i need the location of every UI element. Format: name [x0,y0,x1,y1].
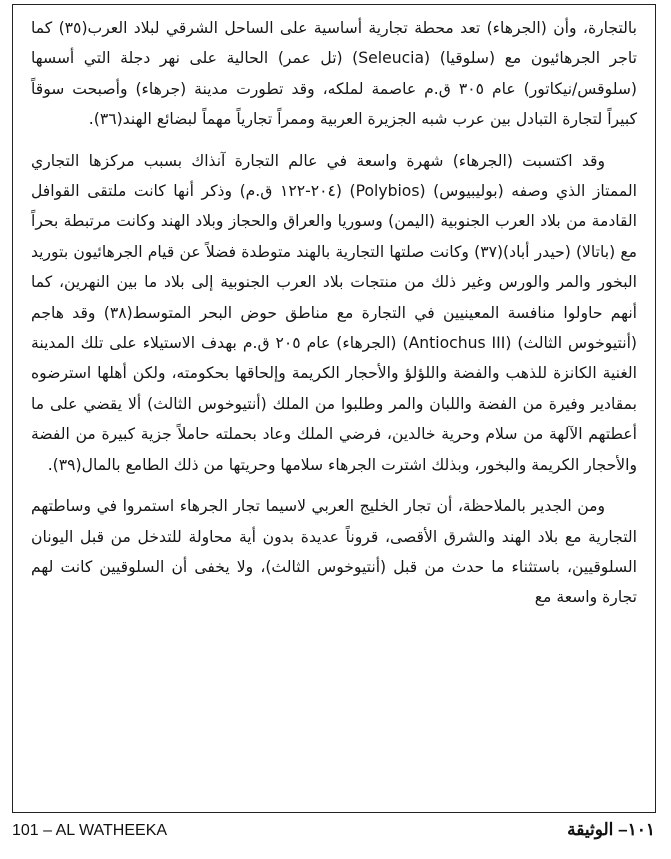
paragraph-3: ومن الجدير بالملاحظة، أن تجار الخليج العربي لاسيما تجار الجرهاء استمروا في وساطتهم التجارية مع بلاد الهند والشرق الأقصى، قروناً عديدة بدون أية محاولة للتدخل من قبل اليونان السلوقيين، باستثناء ما حدث من قبل (أنتيوخوس الثالث)، ولا يخفى أن السلوقيين كانت لهم تجارة واسعة مع [31,497,637,607]
footer-page-label-arabic: ١٠١– الوثيقة [567,820,655,839]
footer-page-label-latin: 101 – AL WATHEEKA [12,822,168,839]
page-border [12,4,656,813]
article-body [31,13,637,613]
paragraph-1: بالتجارة، وأن (الجرهاء) تعد محطة تجارية أساسية على الساحل الشرقي لبلاد العرب(٣٥) كما تاجر الجرهائيون مع (سلوقيا) (Seleucia) (تل عمر) الحالية على نهر دجلة التي أسسها (سلوقس/نيكاتور) عام ٣٠٥ ق.م عاصمة لملكه، وقد تطورت مدينة (جرهاء) وأصبحت سوقاً كبيراً لتجارة التبادل بين عرب شبه الجزيرة العربية وممراً تجارياً مهماً لبضائع الهند(٣٦). [31,19,638,129]
page-footer [12,822,659,846]
paragraph-2: وقد اكتسبت (الجرهاء) شهرة واسعة في عالم التجارة آنذاك بسبب مركزها التجاري الممتاز الذي وصفه (بوليبيوس) (Polybios) (٢٠٤-١٢٢ ق.م) وذكر أنها كانت ملتقى القوافل القادمة من بلاد العرب الجنوبية (اليمن) وسوريا والعراق والحجاز وبلاد الهند وكانت مرتبطة بحراً مع (باتالا) (حيدر أباد)(٣٧) وكانت صلتها التجارية بالهند متوطدة فضلاً عن قيام الجرهائيون بتوريد البخور والمر والورس وغير ذلك من منتجات بلاد العرب الجنوبية إلى بلاد ما بين النهرين، كما أنهم حاولوا منافسة المعينيين في التجارة مع مناطق حوض البحر المتوسط(٣٨) وقد هاجم (أنتيوخوس الثالث) (Antiochus III) (الجرهاء) عام ٢٠٥ ق.م بهدف الاستيلاء على تلك المدينة الغنية الكانزة للذهب والفضة واللؤلؤ والأحجار الكريمة وإلحاقها بحكومته، ولكن أهلها استرضوه بمقادير وفيرة من الفضة واللبان والمر وطلبوا من الملك (أنتيوخوس الثالث) ألا يقضي على ما أعطتهم الآلهة من سلام وحرية خالدين، فرضي الملك وعاد بحملته حاملاً جزية كبيرة من الفضة والأحجار الكريمة والبخور، وبذلك اشترت الجرهاء سلامها وحريتها من ذلك الطامع بالمال(٣٩). [31,151,638,474]
